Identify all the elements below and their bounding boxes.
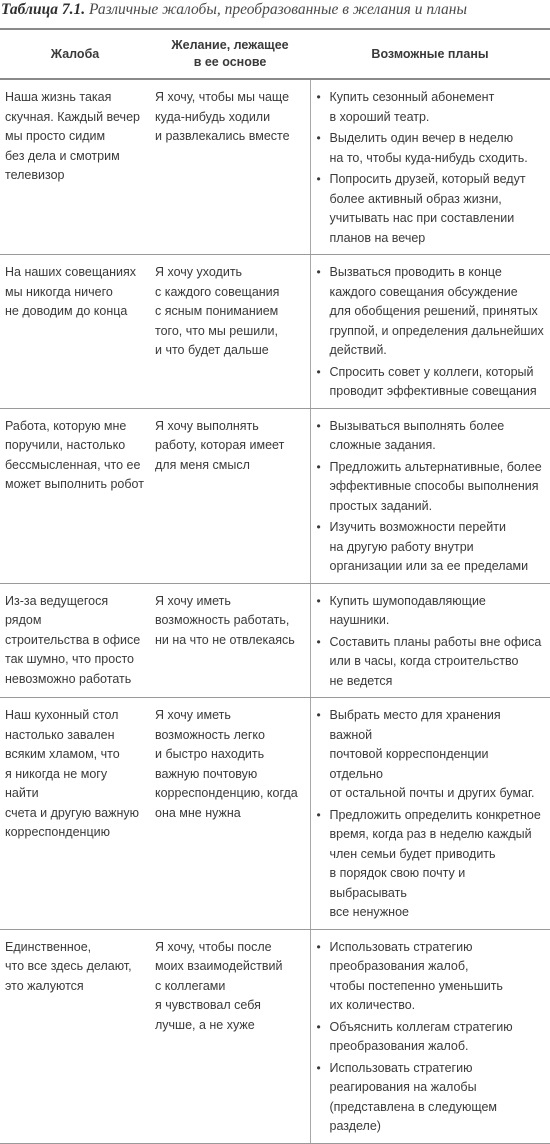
desire-cell: Я хочу иметь возможность работать, ни на что не отвлекаясь xyxy=(150,583,310,698)
plan-text: Попросить друзей, который ведут более активный образ жизни, учитывать нас при составлении планов на вечер xyxy=(329,172,526,245)
plans-list xyxy=(316,263,545,402)
bullet-icon: • xyxy=(316,459,321,474)
plans-cell xyxy=(310,255,550,409)
header-complaint: Жалоба xyxy=(0,29,150,79)
complaint-cell: Из-за ведущегося рядом строительства в офисе так шумно, что просто невозможно работать xyxy=(0,583,150,698)
table-caption-label: Таблица 7.1. xyxy=(1,1,86,18)
plan-item xyxy=(316,518,545,577)
plans-cell xyxy=(310,408,550,583)
bullet-icon: • xyxy=(316,1019,321,1034)
bullet-icon: • xyxy=(316,172,321,186)
plans-cell xyxy=(310,79,550,255)
plan-text: Купить шумоподавляющие наушники. xyxy=(329,593,486,627)
plans-cell xyxy=(310,583,550,698)
plans-list xyxy=(316,88,545,248)
plan-item xyxy=(316,417,545,456)
table-caption-title: Различные жалобы, преобразованные в желания и планы xyxy=(88,1,467,18)
plan-item xyxy=(316,1018,545,1057)
plan-text: Выделить один вечер в неделю на то, чтобы куда-нибудь сходить. xyxy=(329,131,528,165)
plan-item xyxy=(316,706,545,804)
table-body xyxy=(0,79,550,1143)
desire-cell: Я хочу, чтобы мы чаще куда-нибудь ходили и развлекались вместе xyxy=(150,79,310,255)
complaints-table xyxy=(0,28,550,1144)
plan-text: Вызываться выполнять более сложные задания. xyxy=(329,418,505,452)
plan-item xyxy=(316,129,545,168)
plan-item xyxy=(316,938,545,1016)
plan-item xyxy=(316,170,545,248)
bullet-icon: • xyxy=(316,807,321,822)
table-row xyxy=(0,929,550,1143)
bullet-icon: • xyxy=(316,131,321,145)
bullet-icon: • xyxy=(316,634,321,649)
plan-text: Составить планы работы вне офиса или в часы, когда строительство не ведется xyxy=(329,634,542,688)
plan-text: Спросить совет у коллеги, который проводит эффективные совещания xyxy=(329,364,537,398)
desire-cell: Я хочу, чтобы после моих взаимодействий с коллегами я чувствовал себя лучше, а не хуже xyxy=(150,929,310,1143)
plan-item xyxy=(316,633,545,692)
desire-cell: Я хочу выполнять работу, которая имеет для меня смысл xyxy=(150,408,310,583)
plan-item xyxy=(316,363,545,402)
desire-cell: Я хочу иметь возможность легко и быстро находить важную почтовую корреспонденцию, когда она мне нужна xyxy=(150,698,310,930)
plan-text: Использовать стратегию преобразования жалоб, чтобы постепенно уменьшить их количество. xyxy=(329,939,503,1012)
bullet-icon: • xyxy=(316,265,321,279)
table-row xyxy=(0,255,550,409)
plans-cell xyxy=(310,929,550,1143)
complaint-cell: Наша жизнь такая скучная. Каждый вечер мы просто сидим без дела и смотрим телевизор xyxy=(0,79,150,255)
plan-item xyxy=(316,263,545,361)
header-desire: Желание, лежащее в ее основе xyxy=(150,29,310,79)
plans-cell xyxy=(310,698,550,930)
bullet-icon: • xyxy=(316,1060,321,1075)
bullet-icon: • xyxy=(316,364,321,379)
bullet-icon: • xyxy=(316,520,321,534)
table-row xyxy=(0,583,550,698)
plan-text: Выбрать место для хранения важной почтовой корреспонденции отдельно от остальной почты и других бумаг. xyxy=(329,708,535,800)
table-row xyxy=(0,408,550,583)
complaint-cell: На наших совещаниях мы никогда ничего не доводим до конца xyxy=(0,255,150,409)
plan-text: Предложить альтернативные, более эффективные способы выполнения простых заданий. xyxy=(329,459,542,513)
plan-text: Объяснить коллегам стратегию преобразования жалоб. xyxy=(329,1019,513,1053)
plans-list xyxy=(316,592,545,692)
plan-item xyxy=(316,592,545,631)
complaint-cell: Работа, которую мне поручили, настолько бессмысленная, что ее может выполнить робот xyxy=(0,408,150,583)
plan-item xyxy=(316,458,545,517)
table-row xyxy=(0,698,550,930)
plans-list xyxy=(316,417,545,577)
bullet-icon: • xyxy=(316,418,321,433)
plan-text: Использовать стратегию реагирования на жалобы (представлена в следующем разделе) xyxy=(329,1060,498,1133)
plan-text: Вызваться проводить в конце каждого совещания обсуждение для обобщения решений, принятых группой, и определения дальнейших действий. xyxy=(329,265,544,357)
bullet-icon: • xyxy=(316,939,321,954)
bullet-icon: • xyxy=(316,593,321,608)
header-plans: Возможные планы xyxy=(310,29,550,79)
plans-list xyxy=(316,938,545,1137)
plan-item xyxy=(316,88,545,127)
complaint-cell: Единственное, что все здесь делают, это жалуются xyxy=(0,929,150,1143)
plan-text: Предложить определить конкретное время, когда раз в неделю каждый член семьи будет приводить в порядок свою почту и выбрасывать все ненужное xyxy=(329,807,541,919)
plan-item xyxy=(316,1059,545,1137)
bullet-icon: • xyxy=(316,708,321,722)
plans-list xyxy=(316,706,545,923)
desire-cell: Я хочу уходить с каждого совещания с ясным пониманием того, что мы решили, и что будет дальше xyxy=(150,255,310,409)
plan-item xyxy=(316,806,545,923)
table-header xyxy=(0,29,550,79)
complaint-cell: Наш кухонный стол настолько завален всяким хламом, что я никогда не могу найти счета и другую важную корреспонденцию xyxy=(0,698,150,930)
table-row xyxy=(0,79,550,255)
bullet-icon: • xyxy=(316,90,321,104)
table-caption xyxy=(1,0,467,20)
plan-text: Изучить возможности перейти на другую работу внутри организации или за ее пределами xyxy=(329,520,529,573)
plan-text: Купить сезонный абонемент в хороший театр. xyxy=(329,90,495,124)
